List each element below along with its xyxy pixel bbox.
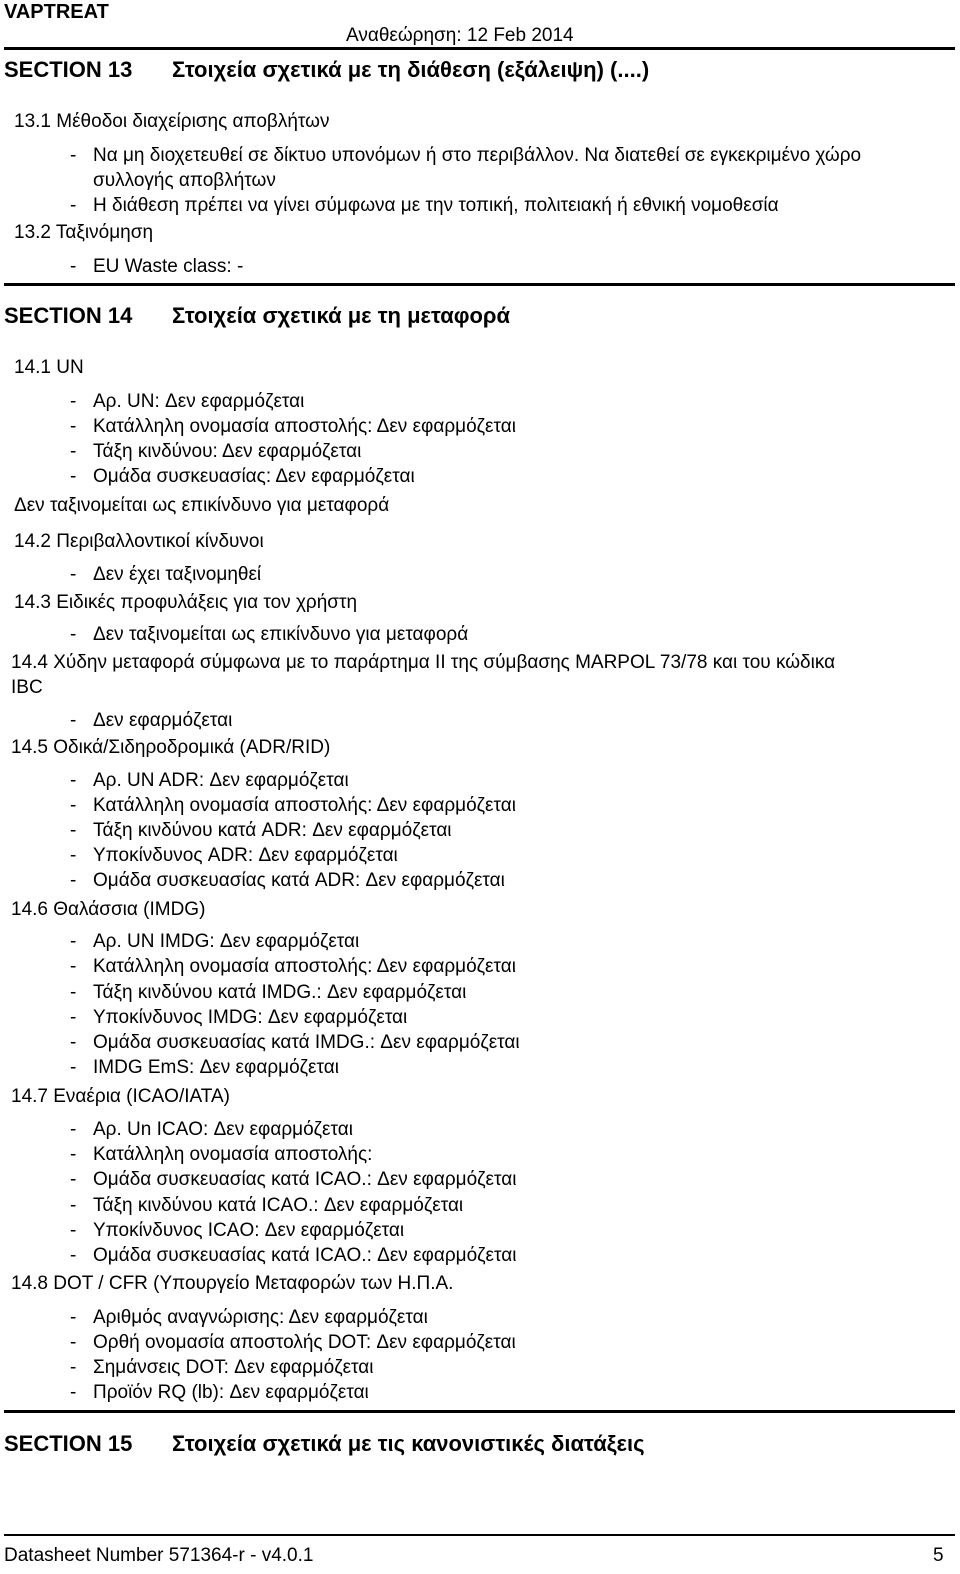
list-dash: - bbox=[70, 1119, 77, 1140]
list-item: - Υποκίνδυνος ADR: Δεν εφαρμόζεται bbox=[70, 845, 398, 866]
list-dash: - bbox=[70, 845, 77, 866]
list-item: - Ορθή ονομασία αποστολής DOT: Δεν εφαρμόζεται bbox=[70, 1332, 516, 1353]
list-item: - Αριθμός αναγνώρισης: Δεν εφαρμόζεται bbox=[70, 1307, 428, 1328]
section-14-heading bbox=[4, 302, 510, 330]
list-dash: - bbox=[70, 1195, 77, 1216]
list-dash: - bbox=[70, 1357, 77, 1378]
list-item: - EU Waste class: - bbox=[70, 256, 244, 277]
list-dash: - bbox=[70, 441, 77, 462]
list-dash: - bbox=[70, 795, 77, 816]
list-dash: - bbox=[70, 956, 77, 977]
section-13-heading bbox=[4, 56, 649, 84]
subsection-14-2-title: 14.2 Περιβαλλοντικοί κίνδυνοι bbox=[14, 531, 264, 552]
list-item: - Αρ. UN: Δεν εφαρμόζεται bbox=[70, 391, 305, 412]
list-dash: - bbox=[70, 564, 77, 585]
footer-rule bbox=[4, 1534, 955, 1536]
section-number: SECTION 15 bbox=[4, 1431, 133, 1456]
list-dash: - bbox=[70, 770, 77, 791]
list-item: - Ομάδα συσκευασίας κατά ADR: Δεν εφαρμόζεται bbox=[70, 870, 505, 891]
subsection-14-1-title: 14.1 UN bbox=[14, 357, 84, 378]
list-item: - Κατάλληλη ονομασία αποστολής: Δεν εφαρμόζεται bbox=[70, 416, 516, 437]
list-dash: - bbox=[70, 466, 77, 487]
subsection-14-6-title: 14.6 Θαλάσσια (IMDG) bbox=[11, 899, 206, 920]
list-dash: - bbox=[70, 710, 77, 731]
subsection-14-8-title: 14.8 DOT / CFR (Υπουργείο Μεταφορών των Η.Π.Α. bbox=[11, 1273, 454, 1294]
list-item: - Ομάδα συσκευασίας κατά IMDG.: Δεν εφαρμόζεται bbox=[70, 1032, 520, 1053]
list-dash: - bbox=[70, 195, 77, 216]
list-dash: - bbox=[70, 1220, 77, 1241]
list-dash: - bbox=[70, 391, 77, 412]
list-item: - Ομάδα συσκευασίας κατά ICAO.: Δεν εφαρμόζεται bbox=[70, 1169, 517, 1190]
list-dash: - bbox=[70, 416, 77, 437]
list-item: - Κατάλληλη ονομασία αποστολής: Δεν εφαρμόζεται bbox=[70, 956, 516, 977]
list-item: - Αρ. UN ADR: Δεν εφαρμόζεται bbox=[70, 770, 349, 791]
list-item: - Ομάδα συσκευασίας: Δεν εφαρμόζεται bbox=[70, 466, 415, 487]
list-item: - Προϊόν RQ (lb): Δεν εφαρμόζεται bbox=[70, 1382, 369, 1403]
list-dash: - bbox=[70, 256, 77, 277]
subsection-14-5-title: 14.5 Οδικά/Σιδηροδρομικά (ADR/RID) bbox=[11, 737, 331, 758]
list-dash: - bbox=[70, 1057, 77, 1078]
list-item: - Αρ. Un ICAO: Δεν εφαρμόζεται bbox=[70, 1119, 353, 1140]
list-item: - Να μη διοχετευθεί σε δίκτυο υπονόμων ή στο περιβάλλον. Να διατεθεί σε εγκεκριμένο χώρο bbox=[70, 145, 862, 166]
subsection-14-4-title-continuation: IBC bbox=[11, 677, 43, 698]
revision-date: Αναθεώρηση: 12 Feb 2014 bbox=[346, 25, 574, 46]
list-item: - Σημάνσεις DOT: Δεν εφαρμόζεται bbox=[70, 1357, 374, 1378]
list-dash: - bbox=[70, 1307, 77, 1328]
section-number: SECTION 13 bbox=[4, 57, 133, 82]
list-dash: - bbox=[70, 931, 77, 952]
subsection-14-7-title: 14.7 Εναέρια (ICAO/IATA) bbox=[11, 1086, 230, 1107]
list-dash: - bbox=[70, 1007, 77, 1028]
list-dash: - bbox=[70, 624, 77, 645]
list-dash: - bbox=[70, 982, 77, 1003]
list-dash: - bbox=[70, 820, 77, 841]
section-title: Στοιχεία σχετικά με τις κανονιστικές διατάξεις bbox=[172, 1431, 645, 1456]
classification-note: Δεν ταξινομείται ως επικίνδυνο για μεταφορά bbox=[14, 495, 390, 516]
list-item: - Τάξη κινδύνου κατά IMDG.: Δεν εφαρμόζεται bbox=[70, 982, 467, 1003]
list-item: - Δεν έχει ταξινομηθεί bbox=[70, 564, 262, 585]
list-dash: - bbox=[70, 870, 77, 891]
list-item: - Δεν ταξινομείται ως επικίνδυνο για μεταφορά bbox=[70, 624, 469, 645]
section-title: Στοιχεία σχετικά με τη μεταφορά bbox=[172, 303, 511, 328]
section-15-heading bbox=[4, 1430, 645, 1458]
list-item: - Υποκίνδυνος ICAO: Δεν εφαρμόζεται bbox=[70, 1220, 405, 1241]
list-item: - Δεν εφαρμόζεται bbox=[70, 710, 233, 731]
list-dash: - bbox=[70, 1169, 77, 1190]
subsection-13-2-title: 13.2 Ταξινόμηση bbox=[14, 222, 154, 243]
subsection-14-3-title: 14.3 Ειδικές προφυλάξεις για τον χρήστη bbox=[14, 592, 358, 613]
section-number: SECTION 14 bbox=[4, 303, 133, 328]
page-number: 5 bbox=[933, 1545, 944, 1566]
list-item-continuation: συλλογής αποβλήτων bbox=[93, 170, 276, 191]
list-dash: - bbox=[70, 1144, 77, 1165]
subsection-13-1-title: 13.1 Μέθοδοι διαχείρισης αποβλήτων bbox=[14, 111, 330, 132]
list-item: - IMDG EmS: Δεν εφαρμόζεται bbox=[70, 1057, 339, 1078]
header-rule bbox=[4, 47, 955, 50]
list-item: - Τάξη κινδύνου: Δεν εφαρμόζεται bbox=[70, 441, 362, 462]
list-item: - Η διάθεση πρέπει να γίνει σύμφωνα με την τοπική, πολιτειακή ή εθνική νομοθεσία bbox=[70, 195, 779, 216]
list-dash: - bbox=[70, 1245, 77, 1266]
list-item: - Αρ. UN IMDG: Δεν εφαρμόζεται bbox=[70, 931, 360, 952]
list-item: - Τάξη κινδύνου κατά ICAO.: Δεν εφαρμόζεται bbox=[70, 1195, 464, 1216]
list-dash: - bbox=[70, 1032, 77, 1053]
datasheet-number: Datasheet Number 571364-r - v4.0.1 bbox=[4, 1545, 314, 1566]
list-item: - Κατάλληλη ονομασία αποστολής: Δεν εφαρμόζεται bbox=[70, 795, 516, 816]
list-item: - Ομάδα συσκευασίας κατά ICAO.: Δεν εφαρμόζεται bbox=[70, 1245, 517, 1266]
section-title: Στοιχεία σχετικά με τη διάθεση (εξάλειψη) (....) bbox=[172, 57, 650, 82]
section-rule bbox=[4, 283, 955, 286]
section-rule bbox=[4, 1410, 955, 1413]
list-item: - Υποκίνδυνος IMDG: Δεν εφαρμόζεται bbox=[70, 1007, 408, 1028]
list-item: - Κατάλληλη ονομασία αποστολής: bbox=[70, 1144, 373, 1165]
list-item: - Τάξη κινδύνου κατά ADR: Δεν εφαρμόζεται bbox=[70, 820, 452, 841]
brand-name: VAPTREAT bbox=[4, 1, 109, 23]
list-dash: - bbox=[70, 1382, 77, 1403]
subsection-14-4-title: 14.4 Χύδην μεταφορά σύμφωνα με το παράρτημα II της σύμβασης MARPOL 73/78 και του κώδικα bbox=[11, 652, 836, 673]
list-dash: - bbox=[70, 145, 77, 166]
list-dash: - bbox=[70, 1332, 77, 1353]
